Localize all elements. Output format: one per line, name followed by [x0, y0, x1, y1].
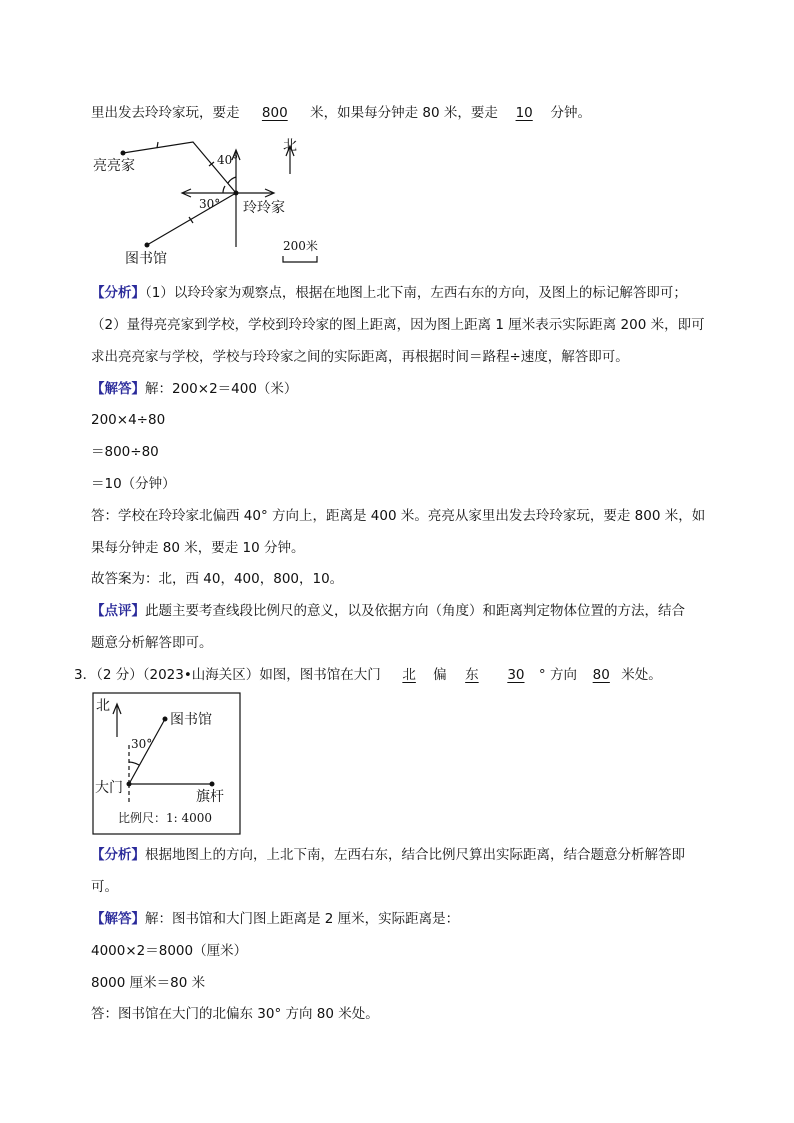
analysis-tag: 【分析】 [91, 847, 145, 863]
answer-line [91, 909, 459, 929]
point [163, 717, 168, 722]
text: 米，如果每分钟走 80 米，要走 [310, 105, 498, 121]
liangliang-label: 亮亮家 [93, 158, 135, 174]
text: 偏 [433, 667, 447, 683]
gate-label: 大门 [95, 780, 123, 796]
comment-line [91, 601, 685, 621]
angle-arc [228, 177, 236, 183]
library-label: 图书馆 [125, 251, 167, 267]
line-1 [91, 103, 591, 123]
north-label: 北 [283, 138, 297, 154]
angle-label: 30° [199, 197, 221, 211]
angle-arc [223, 186, 225, 193]
answer-blank: 10 [515, 105, 533, 121]
answer-tag: 【解答】 [91, 911, 145, 927]
angle-label: 30° [131, 737, 153, 751]
score: （2 分） [96, 667, 143, 683]
scale-label: 200米 [283, 239, 318, 253]
point [121, 151, 126, 156]
text: ° 方向 [538, 667, 577, 683]
scale-label: 比例尺：1: 4000 [118, 811, 213, 825]
final-answer: 故答案为：北，西 40，400，800，10。 [91, 571, 344, 587]
analysis-line: 求出亮亮家与学校，学校与玲玲家之间的实际距离，再根据时间＝路程÷速度，解答即可。 [91, 349, 629, 365]
text: 里出发去玲玲家玩，要走 [91, 105, 240, 121]
text: 分钟。 [550, 105, 591, 121]
text: 根据地图上的方向，上北下南，左西右东，结合比例尺算出实际距离，结合题意分析解答即 [145, 847, 685, 863]
answer-blank: 80 [592, 667, 610, 683]
answer-blank: 800 [261, 105, 288, 121]
scale-bar [283, 256, 317, 262]
answer-blank: 30 [507, 667, 525, 683]
text: 米处。 [621, 667, 662, 683]
answer-blank: 北 [402, 667, 416, 683]
point [127, 782, 132, 787]
text: 解：200×2＝400（米） [145, 381, 298, 397]
answer-tag: 【解答】 [91, 381, 145, 397]
route-library [129, 719, 165, 784]
point [145, 243, 150, 248]
text: （1）以玲玲家为观察点，根据在地图上北下南，左西右东的方向，及图上的标记解答即可； [145, 285, 687, 301]
question-number: 3． [74, 667, 97, 683]
flag-label: 旗杆 [196, 789, 224, 805]
calc-line: ＝10（分钟） [91, 476, 176, 492]
calc-line: 4000×2＝8000（厘米） [91, 943, 248, 959]
route-liangliang [123, 142, 239, 193]
question-3-stem [74, 665, 662, 685]
answer-text: 答：学校在玲玲家北偏西 40° 方向上，距离是 400 米。亮亮从家里出发去玲玲家玩，要走 800 米，如 [91, 508, 706, 524]
text: 如图，图书馆在大门 [259, 667, 381, 683]
text: 解：图书馆和大门图上距离是 2 厘米，实际距离是： [145, 911, 460, 927]
angle-label: 40° [217, 153, 239, 167]
answer-text: 答：图书馆在大门的北偏东 30° 方向 80 米处。 [91, 1006, 379, 1022]
analysis-tag: 【分析】 [91, 285, 145, 301]
calc-line: 200×4÷80 [91, 412, 166, 428]
comment-tag: 【点评】 [91, 603, 145, 619]
answer-text: 果每分钟走 80 米，要走 10 分钟。 [91, 540, 305, 556]
source: （2023•山海关区） [142, 667, 260, 683]
answer-blank: 东 [465, 667, 479, 683]
analysis-line [91, 845, 685, 865]
answer-line [91, 379, 297, 399]
point [234, 191, 239, 196]
analysis-line: 可。 [91, 879, 118, 895]
library-label: 图书馆 [170, 712, 212, 728]
analysis-line [91, 283, 687, 303]
route-library [147, 193, 236, 245]
lingling-label: 玲玲家 [243, 200, 285, 216]
calc-line: ＝800÷80 [91, 444, 159, 460]
analysis-line: （2）量得亮亮家到学校，学校到玲玲家的图上距离，因为图上距离 1 厘米表示实际距离 200 米，即可 [91, 317, 705, 333]
angle-arc [129, 762, 139, 765]
calc-line: 8000 厘米＝80 米 [91, 975, 206, 991]
direction-map-figure [85, 132, 335, 272]
text: 此题主要考查线段比例尺的意义，以及依据方向（角度）和距离判定物体位置的方法，结合 [145, 603, 685, 619]
comment-line: 题意分析解答即可。 [91, 635, 213, 651]
point [210, 782, 215, 787]
north-label: 北 [96, 698, 110, 714]
campus-map-figure [92, 692, 242, 836]
